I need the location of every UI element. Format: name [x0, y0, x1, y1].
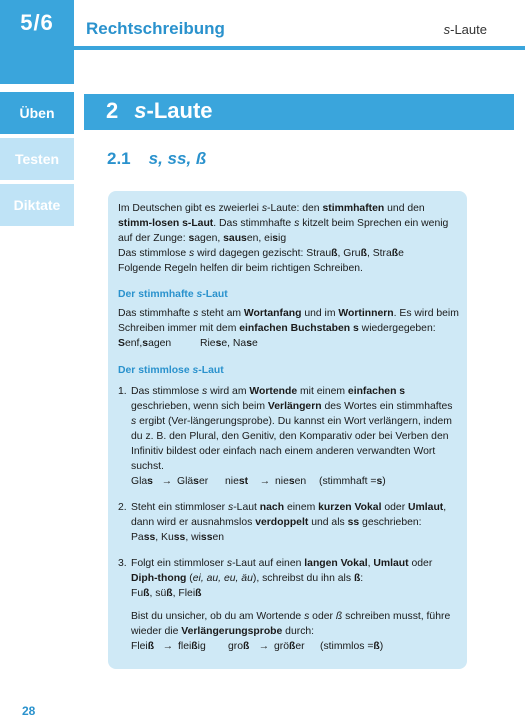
grade-box	[0, 0, 74, 84]
text: ergibt (Ver-längerungsprobe). Du kannst ein Wort verlängern, indem du z. B. den Plural, den Genitiv, den Komparativ oder bei Verben den Infinitiv bildest oder einfach nach einem anderen verwandten Wort suchst.	[131, 416, 452, 472]
text: stimmhaften	[322, 203, 385, 214]
text: oder	[381, 502, 409, 513]
text: Rie	[200, 338, 216, 349]
text: s	[193, 308, 199, 319]
text: (stimmhaft =	[319, 476, 377, 487]
text: s	[288, 476, 295, 487]
text: s	[193, 476, 199, 487]
rule-box-content	[118, 201, 460, 665]
text: , sü	[149, 588, 167, 599]
text: geschrieben, wenn sich beim	[131, 401, 268, 412]
text: -Laut	[202, 289, 228, 300]
text: flei	[178, 641, 192, 652]
tab-ueben-label: Üben	[19, 105, 55, 121]
item-number: 2.	[118, 502, 127, 513]
text: nach	[259, 502, 285, 513]
text: s	[228, 502, 234, 513]
example	[275, 474, 319, 489]
text: Verlängern	[267, 401, 322, 412]
voiced-paragraph	[118, 306, 460, 336]
text: schreiben musst, führe wieder die	[131, 611, 451, 637]
text: Flei	[131, 641, 148, 652]
text: , Gru	[337, 248, 361, 259]
text: Bist du unsicher, ob du am Wortende	[131, 611, 305, 622]
text: , Stra	[366, 248, 392, 259]
text: . Das stimmhafte	[213, 218, 295, 229]
text: -Laute: den	[267, 203, 323, 214]
text: e	[398, 248, 404, 259]
text: Folgende Regeln helfen dir beim richtigen Schreiben.	[118, 263, 363, 274]
chapter-title-italic: s	[134, 98, 147, 123]
text: einfachen Buchstaben s	[239, 323, 359, 334]
text: ß	[289, 641, 296, 652]
arrow-icon: →	[161, 476, 173, 487]
note	[320, 639, 383, 654]
tab-diktate-label: Diktate	[13, 197, 61, 213]
text: stimm-losen s-Laut	[118, 218, 214, 229]
text: s	[147, 476, 153, 487]
text: Wortende	[249, 386, 298, 397]
text: )	[379, 641, 384, 652]
rule-list	[118, 384, 460, 654]
text: Wortanfang	[243, 308, 302, 319]
text: s	[142, 338, 149, 349]
example	[200, 336, 258, 351]
example	[225, 474, 255, 489]
text: , dann wird er ausnahmslos	[131, 502, 447, 528]
example	[178, 639, 228, 654]
example	[131, 639, 158, 654]
section-heading	[107, 149, 206, 169]
text: er	[295, 641, 305, 652]
example	[118, 336, 200, 351]
text: ß	[391, 248, 399, 259]
text: nie	[275, 476, 289, 487]
text: ig	[197, 641, 206, 652]
example-row	[131, 530, 460, 545]
tab-diktate[interactable]	[0, 184, 74, 226]
item-number: 1.	[118, 386, 127, 397]
text: und im	[301, 308, 339, 319]
text: s	[215, 338, 222, 349]
text: Pa	[131, 532, 144, 543]
text: Das stimmhafte	[118, 308, 194, 319]
text: s	[272, 233, 279, 244]
text: en	[212, 532, 225, 543]
text: , Ku	[155, 532, 174, 543]
chapter-number: 2	[106, 98, 119, 123]
topic-rest: -Laute	[450, 22, 487, 37]
text: ß	[143, 588, 150, 599]
example	[177, 474, 225, 489]
text: s	[226, 558, 233, 569]
text: langen Vokal	[304, 558, 368, 569]
voiced-heading	[118, 287, 460, 302]
text: s	[202, 386, 208, 397]
text: mit einem	[297, 386, 348, 397]
text: agen	[148, 338, 172, 349]
text: gro	[228, 641, 244, 652]
text: s	[376, 476, 383, 487]
text: einfachen s	[347, 386, 406, 397]
text: , wi	[185, 532, 201, 543]
text: Gla	[131, 476, 148, 487]
hint-paragraph	[131, 609, 460, 639]
text: , Flei	[172, 588, 196, 599]
text: wiedergegeben:	[358, 323, 436, 334]
text: ss	[143, 532, 156, 543]
text: s	[188, 233, 195, 244]
text: ß	[335, 611, 343, 622]
text: s	[131, 416, 137, 427]
text: wird dagegen gezischt: Strau	[194, 248, 332, 259]
text: nie	[225, 476, 239, 487]
text: s	[196, 289, 203, 300]
text: kitzelt beim Sprechen ein wenig auf der Zunge:	[118, 218, 449, 244]
voiced-examples	[118, 336, 460, 351]
header-rule	[74, 46, 525, 50]
text: :	[360, 573, 364, 584]
text: st	[238, 476, 249, 487]
text: s	[261, 203, 268, 214]
text: Der stimmhafte	[118, 289, 197, 300]
text: des Wortes ein stimmhaftes	[321, 401, 453, 412]
text: e, Na	[221, 338, 247, 349]
arrow-icon: →	[258, 641, 270, 652]
text: er	[198, 476, 209, 487]
text: saus	[223, 233, 247, 244]
grade-label: 5/6	[20, 10, 54, 35]
text: ß	[373, 641, 380, 652]
text: -Laut auf einen	[232, 558, 305, 569]
text: oder	[309, 611, 336, 622]
text: durch:	[282, 626, 315, 637]
text: Fu	[131, 588, 144, 599]
text: und den	[384, 203, 425, 214]
text: ß	[166, 588, 173, 599]
text: Das stimmlose	[118, 248, 190, 259]
text: Steht ein stimmloser	[131, 502, 229, 513]
text: s	[294, 218, 300, 229]
example-row	[131, 639, 460, 654]
text: (	[186, 573, 193, 584]
text: grö	[274, 641, 290, 652]
text: e	[252, 338, 258, 349]
text: agen,	[194, 233, 224, 244]
text: )	[382, 476, 386, 487]
text: kurzen Vokal	[318, 502, 382, 513]
topic-italic: s	[443, 22, 451, 37]
text: Das stimmlose	[131, 386, 203, 397]
text: ei, au, eu, äu	[192, 573, 253, 584]
text: geschrieben:	[359, 517, 422, 528]
text: ss	[173, 532, 186, 543]
text: (stimmlos =	[320, 641, 374, 652]
list-item	[118, 556, 460, 654]
section-number: 2.1	[107, 149, 131, 168]
text: ß	[243, 641, 250, 652]
list-item	[118, 384, 460, 489]
section-title: s, ss, ß	[148, 149, 207, 168]
sidebar	[0, 0, 74, 720]
tab-ueben[interactable]	[0, 92, 74, 134]
example	[228, 639, 254, 654]
topic-title	[444, 22, 487, 37]
text: ß	[191, 641, 198, 652]
text: steht am	[198, 308, 244, 319]
text: Der stimmlose	[118, 365, 193, 376]
text: ), schreibst du ihn als	[252, 573, 354, 584]
note	[319, 474, 386, 489]
example	[131, 474, 157, 489]
text: . Es wird beim Schreiben immer mit dem	[118, 308, 459, 334]
text: Folgt ein stimmloser	[131, 558, 227, 569]
page-number: 28	[22, 704, 36, 718]
text: Im Deutschen gibt es zweierlei	[118, 203, 262, 214]
text: Glä	[177, 476, 194, 487]
text: ß	[331, 248, 338, 259]
text: einem	[284, 502, 319, 513]
chapter-title	[106, 98, 213, 124]
text: en, ei	[246, 233, 273, 244]
example	[274, 639, 320, 654]
subject-title: Rechtschreibung	[86, 19, 225, 38]
text: enf,	[124, 338, 143, 349]
text: Umlaut	[408, 502, 444, 513]
tab-testen[interactable]	[0, 138, 74, 180]
text: ß	[360, 248, 367, 259]
text: Verlängerungsprobe	[181, 626, 283, 637]
text: verdoppelt	[255, 517, 309, 528]
text: -Laut	[233, 502, 260, 513]
text: ig	[278, 233, 287, 244]
intro-paragraph	[118, 201, 460, 276]
text: s	[192, 365, 199, 376]
tab-testen-label: Testen	[14, 151, 60, 167]
text: Umlaut	[373, 558, 409, 569]
text: s	[189, 248, 195, 259]
text: en	[294, 476, 307, 487]
text: ,	[367, 558, 374, 569]
list-item	[118, 500, 460, 545]
text: wird am	[207, 386, 250, 397]
example-row	[131, 474, 460, 489]
example-row	[131, 586, 460, 601]
text: ß	[195, 588, 202, 599]
text: ß	[353, 573, 361, 584]
arrow-icon: →	[259, 476, 271, 487]
text: ß	[147, 641, 155, 652]
chapter-title-rest: -Laute	[146, 98, 213, 123]
text: -Laut	[198, 365, 224, 376]
text: ss	[347, 517, 360, 528]
text: S	[118, 338, 125, 349]
text: Wortinnern	[338, 308, 394, 319]
text: oder	[408, 558, 433, 569]
text: s	[304, 611, 310, 622]
item-number: 3.	[118, 558, 127, 569]
text: s	[246, 338, 252, 349]
chapter-bar	[84, 94, 514, 130]
text: und als	[308, 517, 348, 528]
text: Diph-thong	[131, 573, 187, 584]
voiceless-heading	[118, 363, 460, 378]
text: ss	[200, 532, 213, 543]
arrow-icon: →	[162, 641, 174, 652]
